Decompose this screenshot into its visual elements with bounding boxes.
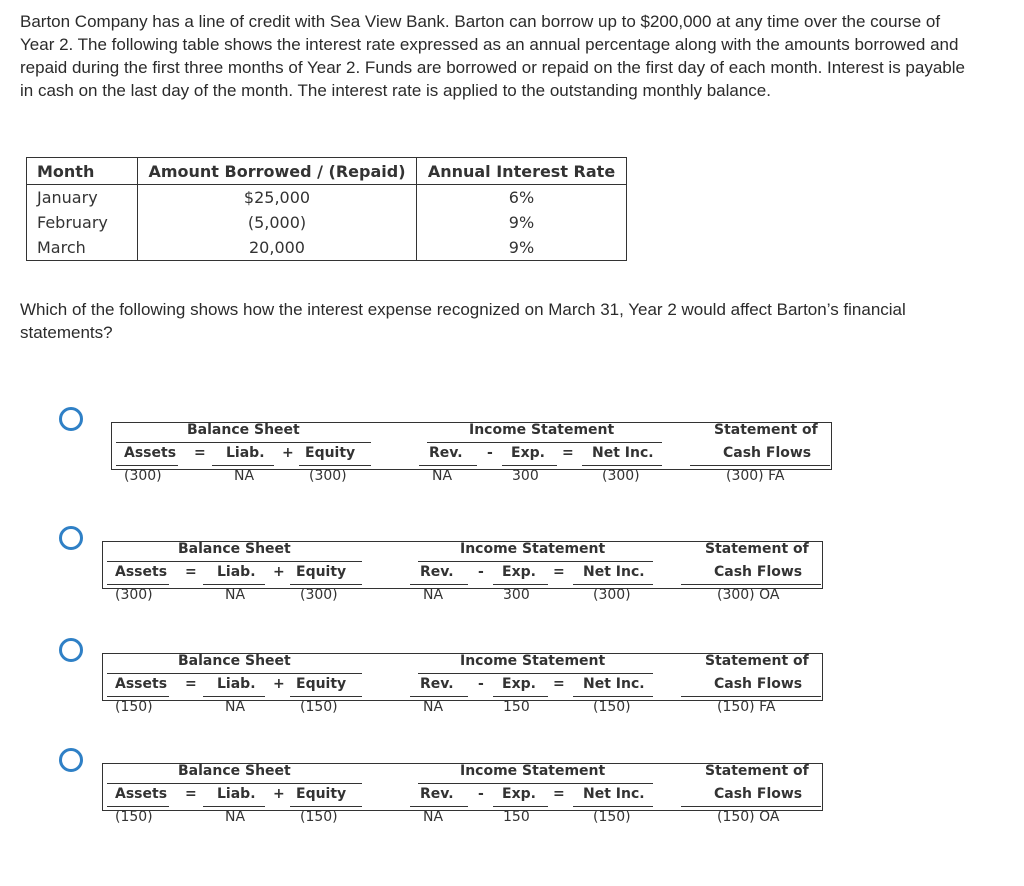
rev-label: Rev. <box>429 445 463 461</box>
minus-sign: - <box>487 445 493 461</box>
table-cell: (5,000) <box>138 210 417 235</box>
equals-sign: = <box>562 445 574 461</box>
equity-label: Equity <box>296 786 347 802</box>
liab-rule <box>212 465 274 466</box>
balance-sheet-rule <box>107 561 362 562</box>
exp-value: 150 <box>503 809 530 825</box>
cash-flows-value: (150) OA <box>717 809 780 825</box>
exp-label: Exp. <box>502 564 536 580</box>
net-inc-label: Net Inc. <box>583 786 645 802</box>
rev-rule <box>410 696 468 697</box>
exp-rule <box>502 465 557 466</box>
net-inc-label: Net Inc. <box>592 445 654 461</box>
assets-value: (150) <box>115 699 153 715</box>
equals-sign: = <box>185 676 197 692</box>
table-row <box>27 235 627 261</box>
income-statement-header: Income Statement <box>460 541 606 557</box>
exp-label: Exp. <box>502 786 536 802</box>
net-inc-value: (150) <box>593 699 631 715</box>
equity-label: Equity <box>296 676 347 692</box>
rev-value: NA <box>423 587 444 603</box>
cash-flows-rule <box>681 696 821 697</box>
equity-label: Equity <box>296 564 347 580</box>
financial-statement-box <box>102 653 823 715</box>
rev-rule <box>419 465 477 466</box>
assets-value: (300) <box>115 587 153 603</box>
exp-value: 300 <box>512 468 539 484</box>
plus-sign: + <box>273 676 285 692</box>
equity-rule <box>290 806 362 807</box>
cash-flows-label: Cash Flows <box>723 445 812 461</box>
equals-sign: = <box>185 564 197 580</box>
net-inc-rule <box>573 806 653 807</box>
assets-value: (150) <box>115 809 153 825</box>
cash-flows-label: Cash Flows <box>714 786 803 802</box>
equity-rule <box>290 584 362 585</box>
balance-sheet-rule <box>107 783 362 784</box>
balance-sheet-rule <box>116 442 371 443</box>
cash-flows-rule <box>681 584 821 585</box>
net-inc-value: (300) <box>602 468 640 484</box>
cash-flows-rule <box>681 806 821 807</box>
balance-sheet-header: Balance Sheet <box>178 541 291 557</box>
income-statement-rule <box>427 442 662 443</box>
exp-value: 150 <box>503 699 530 715</box>
table-cell: 9% <box>417 210 627 235</box>
assets-rule <box>107 806 169 807</box>
column-header: Annual Interest Rate <box>417 158 627 185</box>
exp-value: 300 <box>503 587 530 603</box>
income-statement-header: Income Statement <box>460 763 606 779</box>
exp-label: Exp. <box>502 676 536 692</box>
cash-flows-label: Cash Flows <box>714 676 803 692</box>
income-statement-rule <box>418 673 653 674</box>
statement-of-header: Statement of <box>714 422 818 438</box>
liab-label: Liab. <box>226 445 265 461</box>
equity-value: (150) <box>300 809 338 825</box>
net-inc-rule <box>573 584 653 585</box>
rev-rule <box>410 584 468 585</box>
question-text: Which of the following shows how the interest expense recognized on March 31, Year 2 would affect Barton’s financial statements? <box>20 300 906 342</box>
income-statement-header: Income Statement <box>460 653 606 669</box>
liab-rule <box>203 584 265 585</box>
cash-flows-rule <box>690 465 830 466</box>
plus-sign: + <box>273 786 285 802</box>
answer-radio-button[interactable] <box>59 407 83 431</box>
interest-rate-table <box>26 157 627 261</box>
liab-value: NA <box>225 699 246 715</box>
minus-sign: - <box>478 676 484 692</box>
assets-value: (300) <box>124 468 162 484</box>
exp-label: Exp. <box>511 445 545 461</box>
problem-intro: Barton Company has a line of credit with Sea View Bank. Barton can borrow up to $200,000 at any time over the course of Year 2. The following table shows the interest rate expressed as an annual percentage along with the amounts borrowed and repaid during the first three months of Year 2. Funds are borrowed or repaid on the first day of each month. Interest is payable in cash on the last day of the month. The interest rate is applied to the outstanding monthly balance. <box>20 12 965 100</box>
statement-of-header: Statement of <box>705 763 809 779</box>
income-statement-header: Income Statement <box>469 422 615 438</box>
liab-value: NA <box>234 468 255 484</box>
income-statement-rule <box>418 561 653 562</box>
table-cell: 9% <box>417 235 627 261</box>
balance-sheet-rule <box>107 673 362 674</box>
answer-radio-button[interactable] <box>59 526 83 550</box>
liab-rule <box>203 696 265 697</box>
equity-value: (150) <box>300 699 338 715</box>
financial-statement-box <box>102 763 823 825</box>
table-cell: February <box>27 210 138 235</box>
liab-value: NA <box>225 587 246 603</box>
net-inc-rule <box>582 465 662 466</box>
rev-label: Rev. <box>420 564 454 580</box>
liab-value: NA <box>225 809 246 825</box>
assets-label: Assets <box>124 445 177 461</box>
net-inc-value: (300) <box>593 587 631 603</box>
equity-value: (300) <box>300 587 338 603</box>
table-row <box>27 185 627 211</box>
net-inc-value: (150) <box>593 809 631 825</box>
rev-label: Rev. <box>420 786 454 802</box>
exp-rule <box>493 696 548 697</box>
rev-value: NA <box>423 809 444 825</box>
income-statement-rule <box>418 783 653 784</box>
answer-radio-button[interactable] <box>59 638 83 662</box>
assets-rule <box>107 584 169 585</box>
equals-sign: = <box>194 445 206 461</box>
cash-flows-label: Cash Flows <box>714 564 803 580</box>
liab-rule <box>203 806 265 807</box>
assets-label: Assets <box>115 676 168 692</box>
column-header: Amount Borrowed / (Repaid) <box>138 158 417 185</box>
table-cell: 20,000 <box>138 235 417 261</box>
plus-sign: + <box>273 564 285 580</box>
answer-radio-button[interactable] <box>59 748 83 772</box>
rev-rule <box>410 806 468 807</box>
net-inc-rule <box>573 696 653 697</box>
exp-rule <box>493 584 548 585</box>
liab-label: Liab. <box>217 564 256 580</box>
equals-sign: = <box>553 676 565 692</box>
assets-label: Assets <box>115 786 168 802</box>
table-cell: March <box>27 235 138 261</box>
assets-label: Assets <box>115 564 168 580</box>
equity-value: (300) <box>309 468 347 484</box>
balance-sheet-header: Balance Sheet <box>178 653 291 669</box>
equity-rule <box>290 696 362 697</box>
table-cell: January <box>27 185 138 211</box>
cash-flows-value: (300) OA <box>717 587 780 603</box>
assets-rule <box>107 696 169 697</box>
net-inc-label: Net Inc. <box>583 676 645 692</box>
financial-statement-box <box>102 541 823 603</box>
equals-sign: = <box>553 786 565 802</box>
minus-sign: - <box>478 564 484 580</box>
equity-rule <box>299 465 371 466</box>
table-header-row <box>27 158 627 185</box>
column-header: Month <box>27 158 138 185</box>
rev-value: NA <box>423 699 444 715</box>
assets-rule <box>116 465 178 466</box>
liab-label: Liab. <box>217 786 256 802</box>
net-inc-label: Net Inc. <box>583 564 645 580</box>
table-row <box>27 210 627 235</box>
plus-sign: + <box>282 445 294 461</box>
balance-sheet-header: Balance Sheet <box>187 422 300 438</box>
exp-rule <box>493 806 548 807</box>
rev-value: NA <box>432 468 453 484</box>
financial-statement-box <box>111 422 832 484</box>
equity-label: Equity <box>305 445 356 461</box>
statement-of-header: Statement of <box>705 653 809 669</box>
table-cell: $25,000 <box>138 185 417 211</box>
minus-sign: - <box>478 786 484 802</box>
equals-sign: = <box>185 786 197 802</box>
equals-sign: = <box>553 564 565 580</box>
liab-label: Liab. <box>217 676 256 692</box>
balance-sheet-header: Balance Sheet <box>178 763 291 779</box>
rev-label: Rev. <box>420 676 454 692</box>
table-cell: 6% <box>417 185 627 211</box>
cash-flows-value: (150) FA <box>717 699 776 715</box>
statement-of-header: Statement of <box>705 541 809 557</box>
cash-flows-value: (300) FA <box>726 468 785 484</box>
